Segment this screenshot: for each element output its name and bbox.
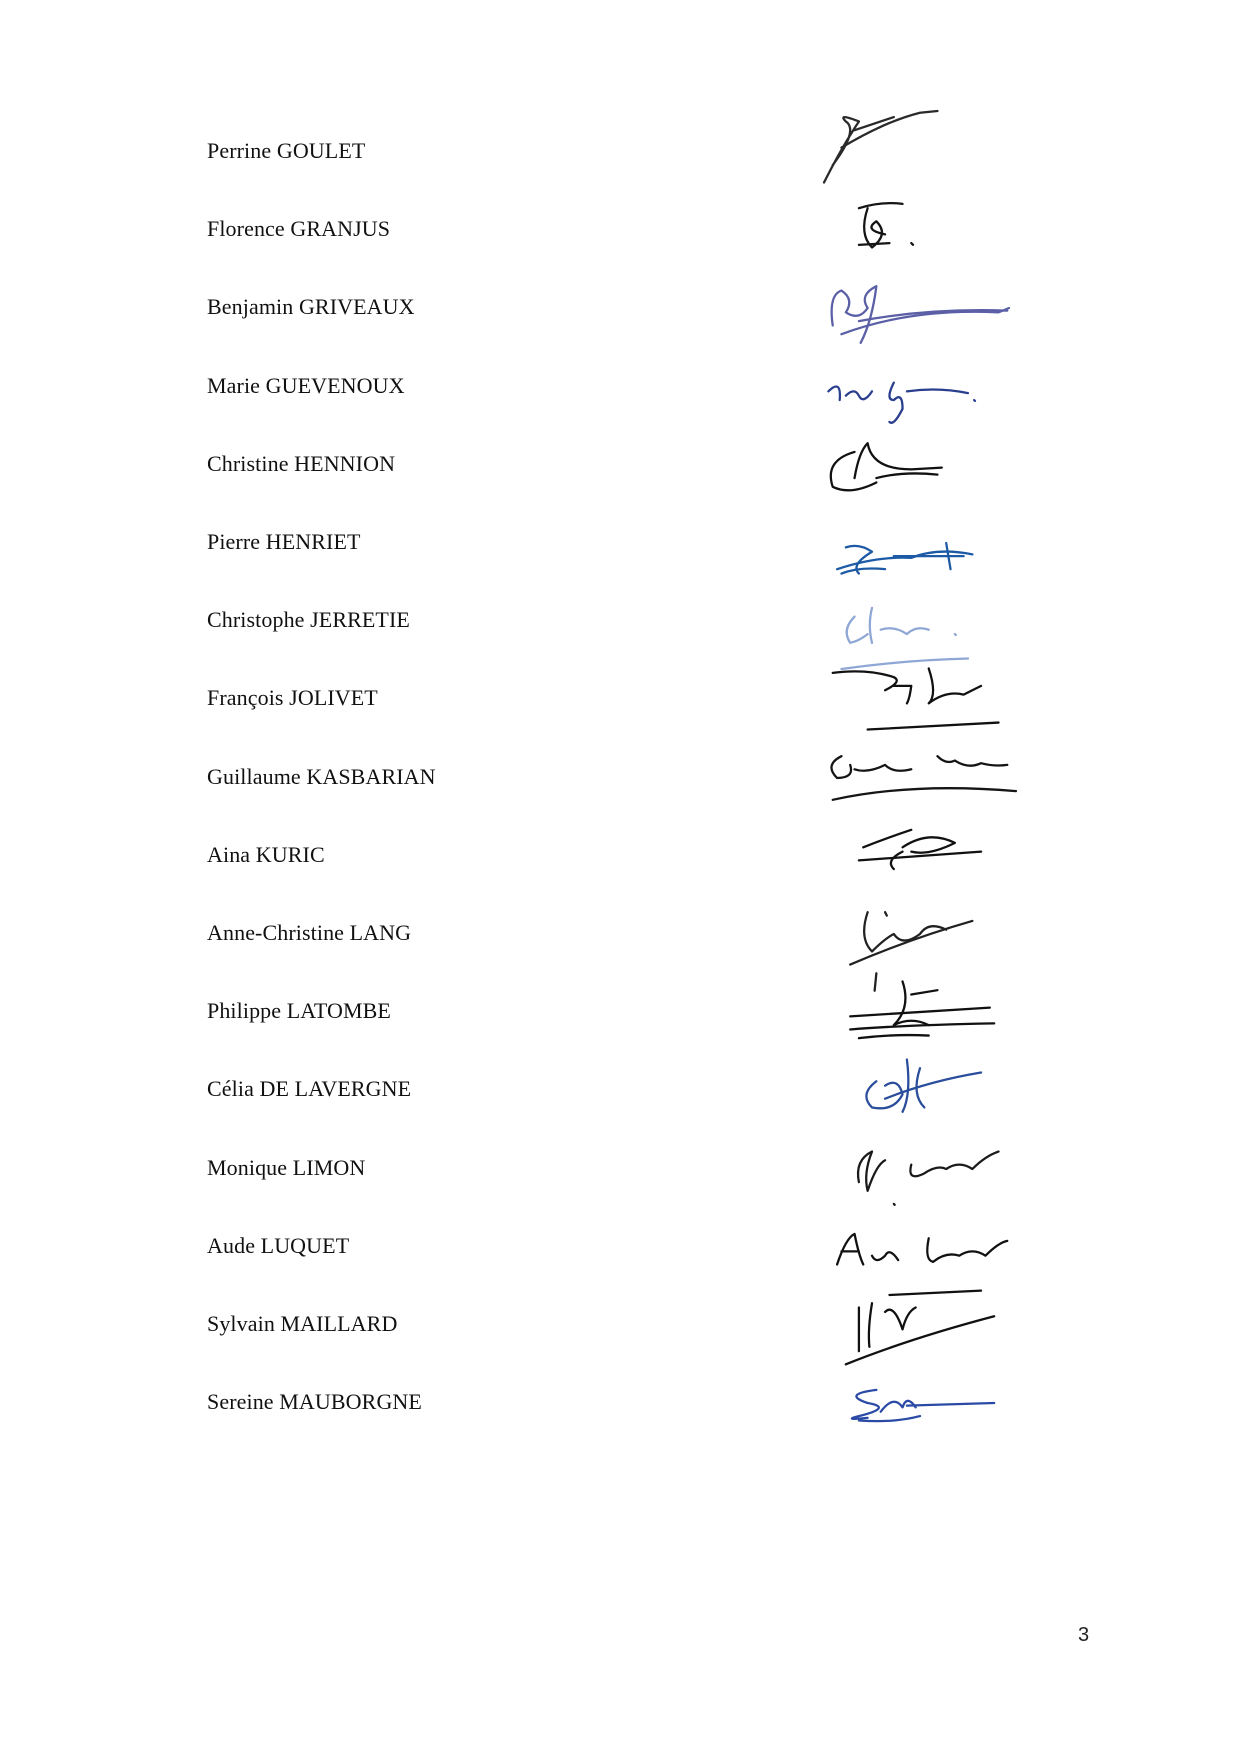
signature-stroke: [903, 1060, 909, 1112]
signatory-name: Benjamin GRIVEAUX: [207, 294, 415, 320]
signatory-name: Aina KURIC: [207, 841, 325, 867]
signatory-row: [0, 659, 1240, 737]
signatory-row: [0, 972, 1240, 1050]
signature-stroke: [891, 851, 903, 868]
signature-stroke: [852, 1390, 879, 1419]
signatory-row: [0, 268, 1240, 346]
signature-stroke: [876, 473, 937, 478]
signature-stroke: [859, 1035, 929, 1038]
signature-stroke: [831, 756, 911, 778]
signature-stroke: [864, 208, 885, 247]
signatory-name: Monique LIMON: [207, 1154, 366, 1180]
signature-stroke: [832, 287, 877, 344]
signature-stroke: [859, 203, 903, 208]
signature-stroke: [833, 788, 1016, 800]
signature-stroke: [929, 669, 981, 704]
signatory-name: Christophe JERRETIE: [207, 607, 410, 633]
signatory-row: [0, 1285, 1240, 1363]
signatory-row: [0, 894, 1240, 972]
signature-stroke: [869, 1303, 872, 1347]
signature-stroke: [937, 756, 1007, 765]
signatory-name: Sylvain MAILLARD: [207, 1311, 398, 1336]
signature-stroke: [872, 1252, 898, 1260]
signatory-name: Christine HENNION: [207, 450, 396, 476]
handwritten-signature: [780, 1355, 1060, 1451]
signature-stroke: [828, 386, 872, 400]
signatory-row: [0, 581, 1240, 659]
signatory-row: [0, 503, 1240, 581]
signatory-row: [0, 1129, 1240, 1207]
signatory-name: Guillaume KASBARIAN: [207, 763, 436, 789]
signatory-name: Perrine GOULET: [207, 138, 366, 163]
signatory-name: Pierre HENRIET: [207, 529, 361, 554]
signature-stroke: [910, 1151, 998, 1176]
signature-stroke: [863, 830, 911, 847]
signature-stroke: [859, 243, 890, 245]
signatory-name: Anne-Christine LANG: [207, 920, 412, 945]
page-number: 3: [1078, 1624, 1090, 1646]
signatory-row: [0, 1363, 1240, 1441]
signatory-name: Aude LUQUET: [207, 1232, 350, 1258]
signature-stroke: [831, 452, 877, 490]
signature-stroke: [881, 628, 929, 634]
signature-stroke: [885, 1308, 916, 1330]
signature-stroke: [885, 912, 887, 915]
signature-stroke: [850, 1024, 994, 1030]
signature-stroke: [955, 634, 956, 635]
signature-stroke: [870, 608, 872, 643]
signatory-row: [0, 112, 1240, 190]
signature-stroke: [911, 243, 913, 245]
signature-stroke: [833, 672, 897, 691]
signature-stroke: [974, 400, 975, 401]
signatory-row: [0, 425, 1240, 503]
signature-stroke: [850, 921, 972, 965]
signature-stroke: [837, 1234, 863, 1265]
signature-stroke: [894, 982, 929, 1026]
signatory-row: [0, 1050, 1240, 1128]
signature-stroke: [858, 1151, 885, 1190]
signature-stroke: [824, 117, 859, 182]
signature-stroke: [907, 389, 968, 393]
signature-stroke: [894, 686, 911, 703]
signatory-row: [0, 347, 1240, 425]
signatory-name: Philippe LATOMBE: [207, 998, 391, 1024]
signatory-name: Marie GUEVENOUX: [207, 372, 405, 398]
signatory-name: François JOLIVET: [207, 685, 378, 711]
signature-stroke: [903, 837, 955, 852]
signatory-name: Sereine MAUBORGNE: [207, 1389, 422, 1415]
signature-stroke: [911, 990, 937, 994]
signatory-name: Florence GRANJUS: [207, 216, 391, 242]
signatory-name: Célia DE LAVERGNE: [207, 1076, 412, 1102]
signature-stroke: [927, 1238, 1007, 1262]
signature-stroke: [847, 617, 868, 643]
signatory-row: [0, 190, 1240, 268]
signatory-row: [0, 816, 1240, 894]
signatory-row: [0, 1207, 1240, 1285]
signature-stroke: [850, 1008, 990, 1017]
signature-stroke: [907, 1403, 994, 1406]
signatory-row: [0, 738, 1240, 816]
